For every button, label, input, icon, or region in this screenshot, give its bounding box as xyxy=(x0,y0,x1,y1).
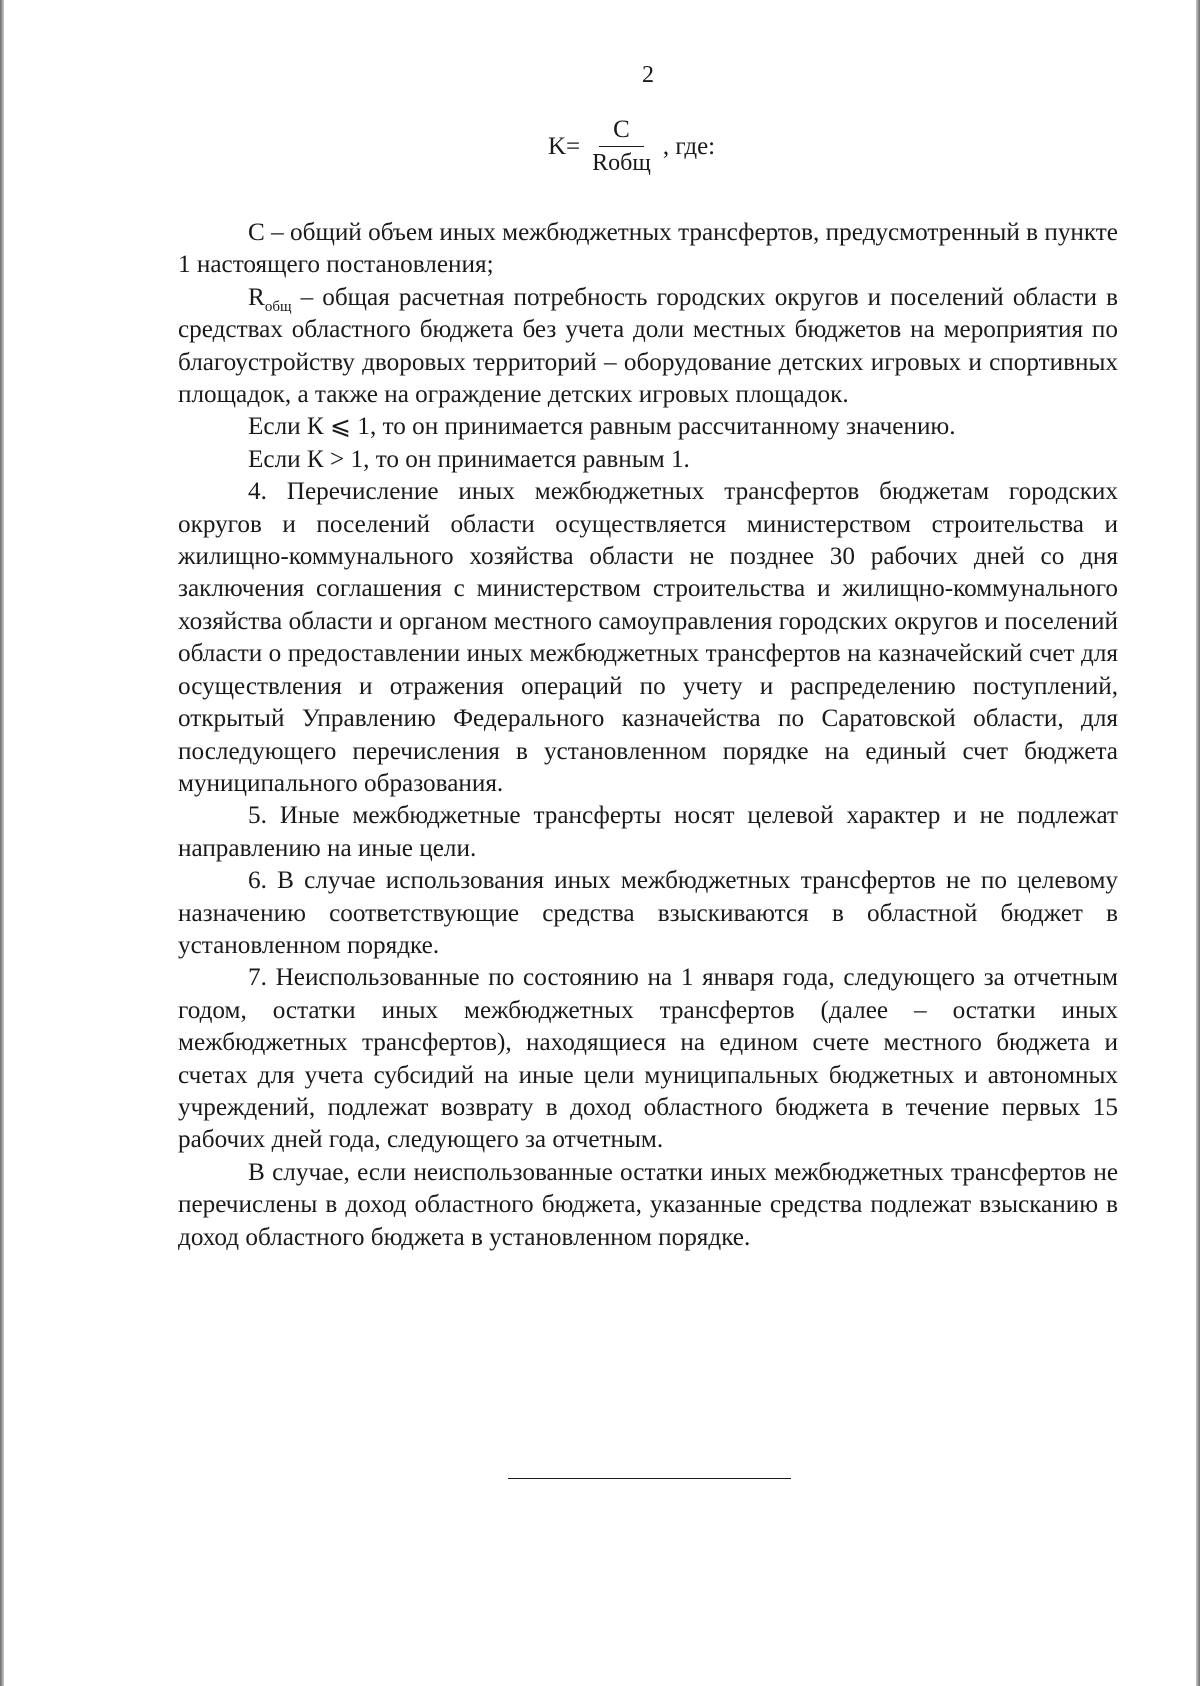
formula-fraction xyxy=(582,116,661,177)
paragraph-return-clause: В случае, если неиспользованные остатки иных межбюджетных трансфертов не перечислены в доход областного бюджета, указанные средства подлежат взысканию в доход областного бюджета в установленном порядке. xyxy=(178,1158,1118,1251)
formula-numerator: C xyxy=(599,116,644,147)
formula xyxy=(548,116,715,177)
page-number: 2 xyxy=(642,62,654,88)
formula-suffix: , где: xyxy=(662,132,716,160)
r-subscript: общ xyxy=(264,298,292,315)
document-body xyxy=(178,217,1118,1254)
paragraph-item-6: 6. В случае использования иных межбюджетных трансфертов не по целевому назначению соответствующие средства взыскиваются в областной бюджет в установленном порядке. xyxy=(178,867,1118,959)
paragraph-c-definition: С – общий объем иных межбюджетных трансфертов, предусмотренный в пункте 1 настоящего постановления; xyxy=(178,219,1118,279)
formula-denominator: Rобщ xyxy=(592,150,651,176)
paragraph-item-7: 7. Неиспользованные по состоянию на 1 января года, следующего за отчетным годом, остатки иных межбюджетных трансфертов (далее – остатки иных межбюджетных трансфертов), находящиеся на едином счете местного бюджета и счетах для учета субсидий на иные цели муниципальных бюджетных и автономных учреждений, подлежат возврату в доход областного бюджета в течение первых 15 рабочих дней года, следующего за отчетным. xyxy=(178,964,1118,1154)
paragraph-k-gt-1: Если К > 1, то он принимается равным 1. xyxy=(248,445,690,473)
r-definition-text: – общая расчетная потребность городских округов и поселений области в средствах областного бюджета без учета доли местных бюджетов на мероприятия по благоустройству дворовых территорий – оборудование детских игровых и спортивных площадок, а также на ограждение детских игровых площадок. xyxy=(178,283,1118,409)
formula-lhs: K= xyxy=(548,132,581,160)
end-rule xyxy=(508,1478,791,1479)
paragraph-r-definition xyxy=(178,282,1118,412)
scan-edge-left xyxy=(0,0,4,1686)
paragraph-k-le-1: Если К ⩽ 1, то он принимается равным рассчитанному значению. xyxy=(248,413,956,441)
scan-edge-right xyxy=(1196,0,1200,1686)
r-symbol: R xyxy=(248,283,265,311)
paragraph-item-5: 5. Иные межбюджетные трансферты носят целевой характер и не подлежат направлению на иные цели. xyxy=(178,802,1118,862)
paragraph-item-4: 4. Перечисление иных межбюджетных трансфертов бюджетам городских округов и поселений области осуществляется министерством строительства и жилищно-коммунального хозяйства области не позднее 30 рабочих дней со дня заключения соглашения с министерством строительства и жилищно-коммунального хозяйства области и органом местного самоуправления городских округов и поселений области о предоставлении иных межбюджетных трансфертов на казначейский счет для осуществления и отражения операций по учету и распределению поступлений, открытый Управлению Федерального казначейства по Саратовской области, для последующего перечисления в установленном порядке на единый счет бюджета муниципального образования. xyxy=(178,478,1118,797)
